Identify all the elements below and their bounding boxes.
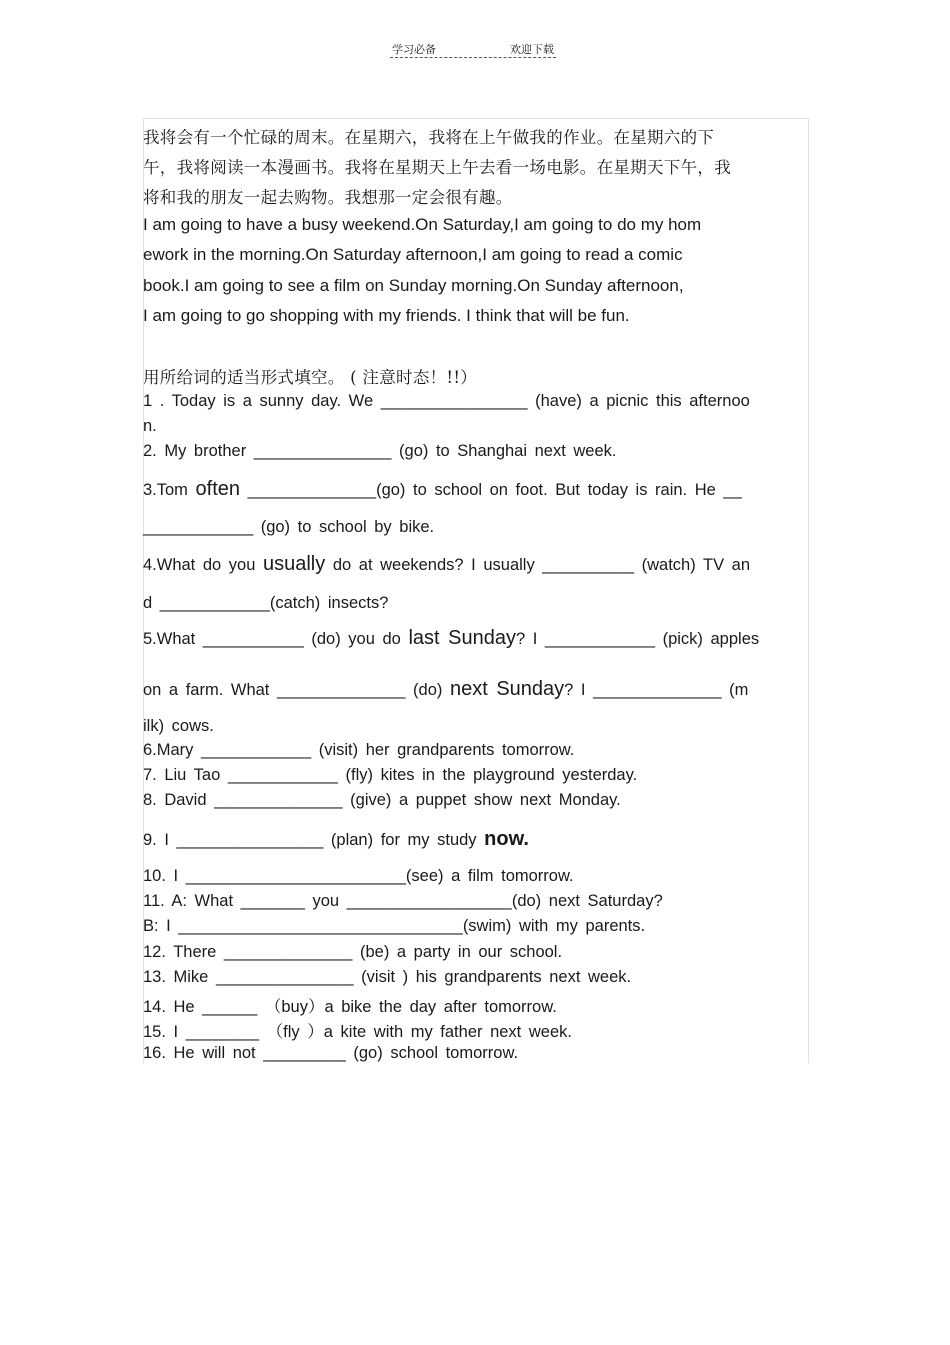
- passage-en-line-2: ework in the morning.On Saturday afternoon,I am going to read a comic: [143, 245, 683, 264]
- exercise-4-line-2: d ____________(catch) insects?: [143, 594, 389, 612]
- exercise-11-line-b: B: I _______________________________(swim) with my parents.: [143, 917, 646, 935]
- exercise-1-line-1: 1 . Today is a sunny day. We ________________ (have) a picnic this afternoo: [143, 392, 750, 410]
- exercise-14: 14. He ______ （buy）a bike the day after tomorrow.: [143, 998, 557, 1016]
- exercise-3-text-b: ______________(go) to school on foot. But today is rain. He __: [240, 481, 742, 499]
- exercise-4-line-1: [143, 553, 750, 576]
- exercise-5-emphasis-b: next Sunday: [449, 678, 565, 700]
- exercise-9-text: 9. I ________________ (plan) for my study: [143, 831, 485, 849]
- passage-zh-line-1: 我将会有一个忙碌的周末。在星期六，我将在上午做我的作业。在星期六的下: [143, 128, 715, 147]
- exercise-3-emphasis: often: [195, 478, 241, 500]
- exercise-7: 7. Liu Tao ____________ (fly) kites in the playground yesterday.: [143, 766, 638, 784]
- exercise-4-text-b: do at weekends? I usually __________ (watch) TV an: [325, 556, 751, 574]
- passage-zh-line-3: 将和我的朋友一起去购物。我想那一定会很有趣。: [143, 188, 513, 207]
- exercise-5-text-a: 5.What ___________ (do) you do: [143, 630, 409, 648]
- exercise-4-text-a: 4.What do you: [143, 556, 263, 574]
- passage-en-line-1: I am going to have a busy weekend.On Saturday,I am going to do my hom: [143, 215, 702, 234]
- exercise-5-emphasis-a: last Sunday: [408, 627, 516, 649]
- exercise-5-text-b: ? I ____________ (pick) apples: [515, 630, 760, 648]
- exercise-9: [143, 828, 529, 851]
- exercise-15: 15. I ________ （fly ）a kite with my father next week.: [143, 1023, 572, 1041]
- exercise-1-line-2: n.: [143, 417, 157, 435]
- exercise-2: 2. My brother _______________ (go) to Shanghai next week.: [143, 442, 617, 460]
- passage-en-line-3: book.I am going to see a film on Sunday morning.On Sunday afternoon,: [143, 276, 684, 295]
- exercise-16: 16. He will not _________ (go) school tomorrow.: [143, 1044, 519, 1062]
- exercise-9-emphasis: now.: [484, 828, 529, 850]
- exercise-4-emphasis: usually: [262, 553, 326, 575]
- header-right-text: 欢迎下载: [510, 43, 554, 56]
- exercise-5-text-d: ? I ______________ (m: [564, 681, 749, 699]
- passage-zh-line-2: 午，我将阅读一本漫画书。我将在星期天上午去看一场电影。在星期天下午，我: [143, 158, 731, 177]
- exercise-12: 12. There ______________ (be) a party in our school.: [143, 943, 563, 961]
- exercise-3-line-1: [143, 478, 742, 501]
- page-header: [390, 41, 556, 58]
- exercise-11-line-a: 11. A: What _______ you __________________(do) next Saturday?: [143, 892, 663, 910]
- exercise-5-line-2: [143, 678, 748, 701]
- header-left-text: 学习必备: [392, 43, 436, 56]
- exercise-3-line-2: ____________ (go) to school by bike.: [143, 518, 435, 536]
- exercise-5-text-c: on a farm. What ______________ (do): [143, 681, 450, 699]
- exercise-6: 6.Mary ____________ (visit) her grandparents tomorrow.: [143, 741, 575, 759]
- passage-en-line-4: I am going to go shopping with my friends. I think that will be fun.: [143, 306, 630, 325]
- exercise-5-line-1: [143, 627, 759, 650]
- exercise-instruction: 用所给词的适当形式填空。 ( 注意时态！!!）: [143, 368, 478, 387]
- exercise-5-line-3: ilk) cows.: [143, 717, 214, 735]
- exercise-13: 13. Mike _______________ (visit ) his grandparents next week.: [143, 968, 632, 986]
- exercise-10: 10. I ________________________(see) a film tomorrow.: [143, 867, 574, 885]
- exercise-3-text-a: 3.Tom: [143, 481, 196, 499]
- exercise-8: 8. David ______________ (give) a puppet show next Monday.: [143, 791, 621, 809]
